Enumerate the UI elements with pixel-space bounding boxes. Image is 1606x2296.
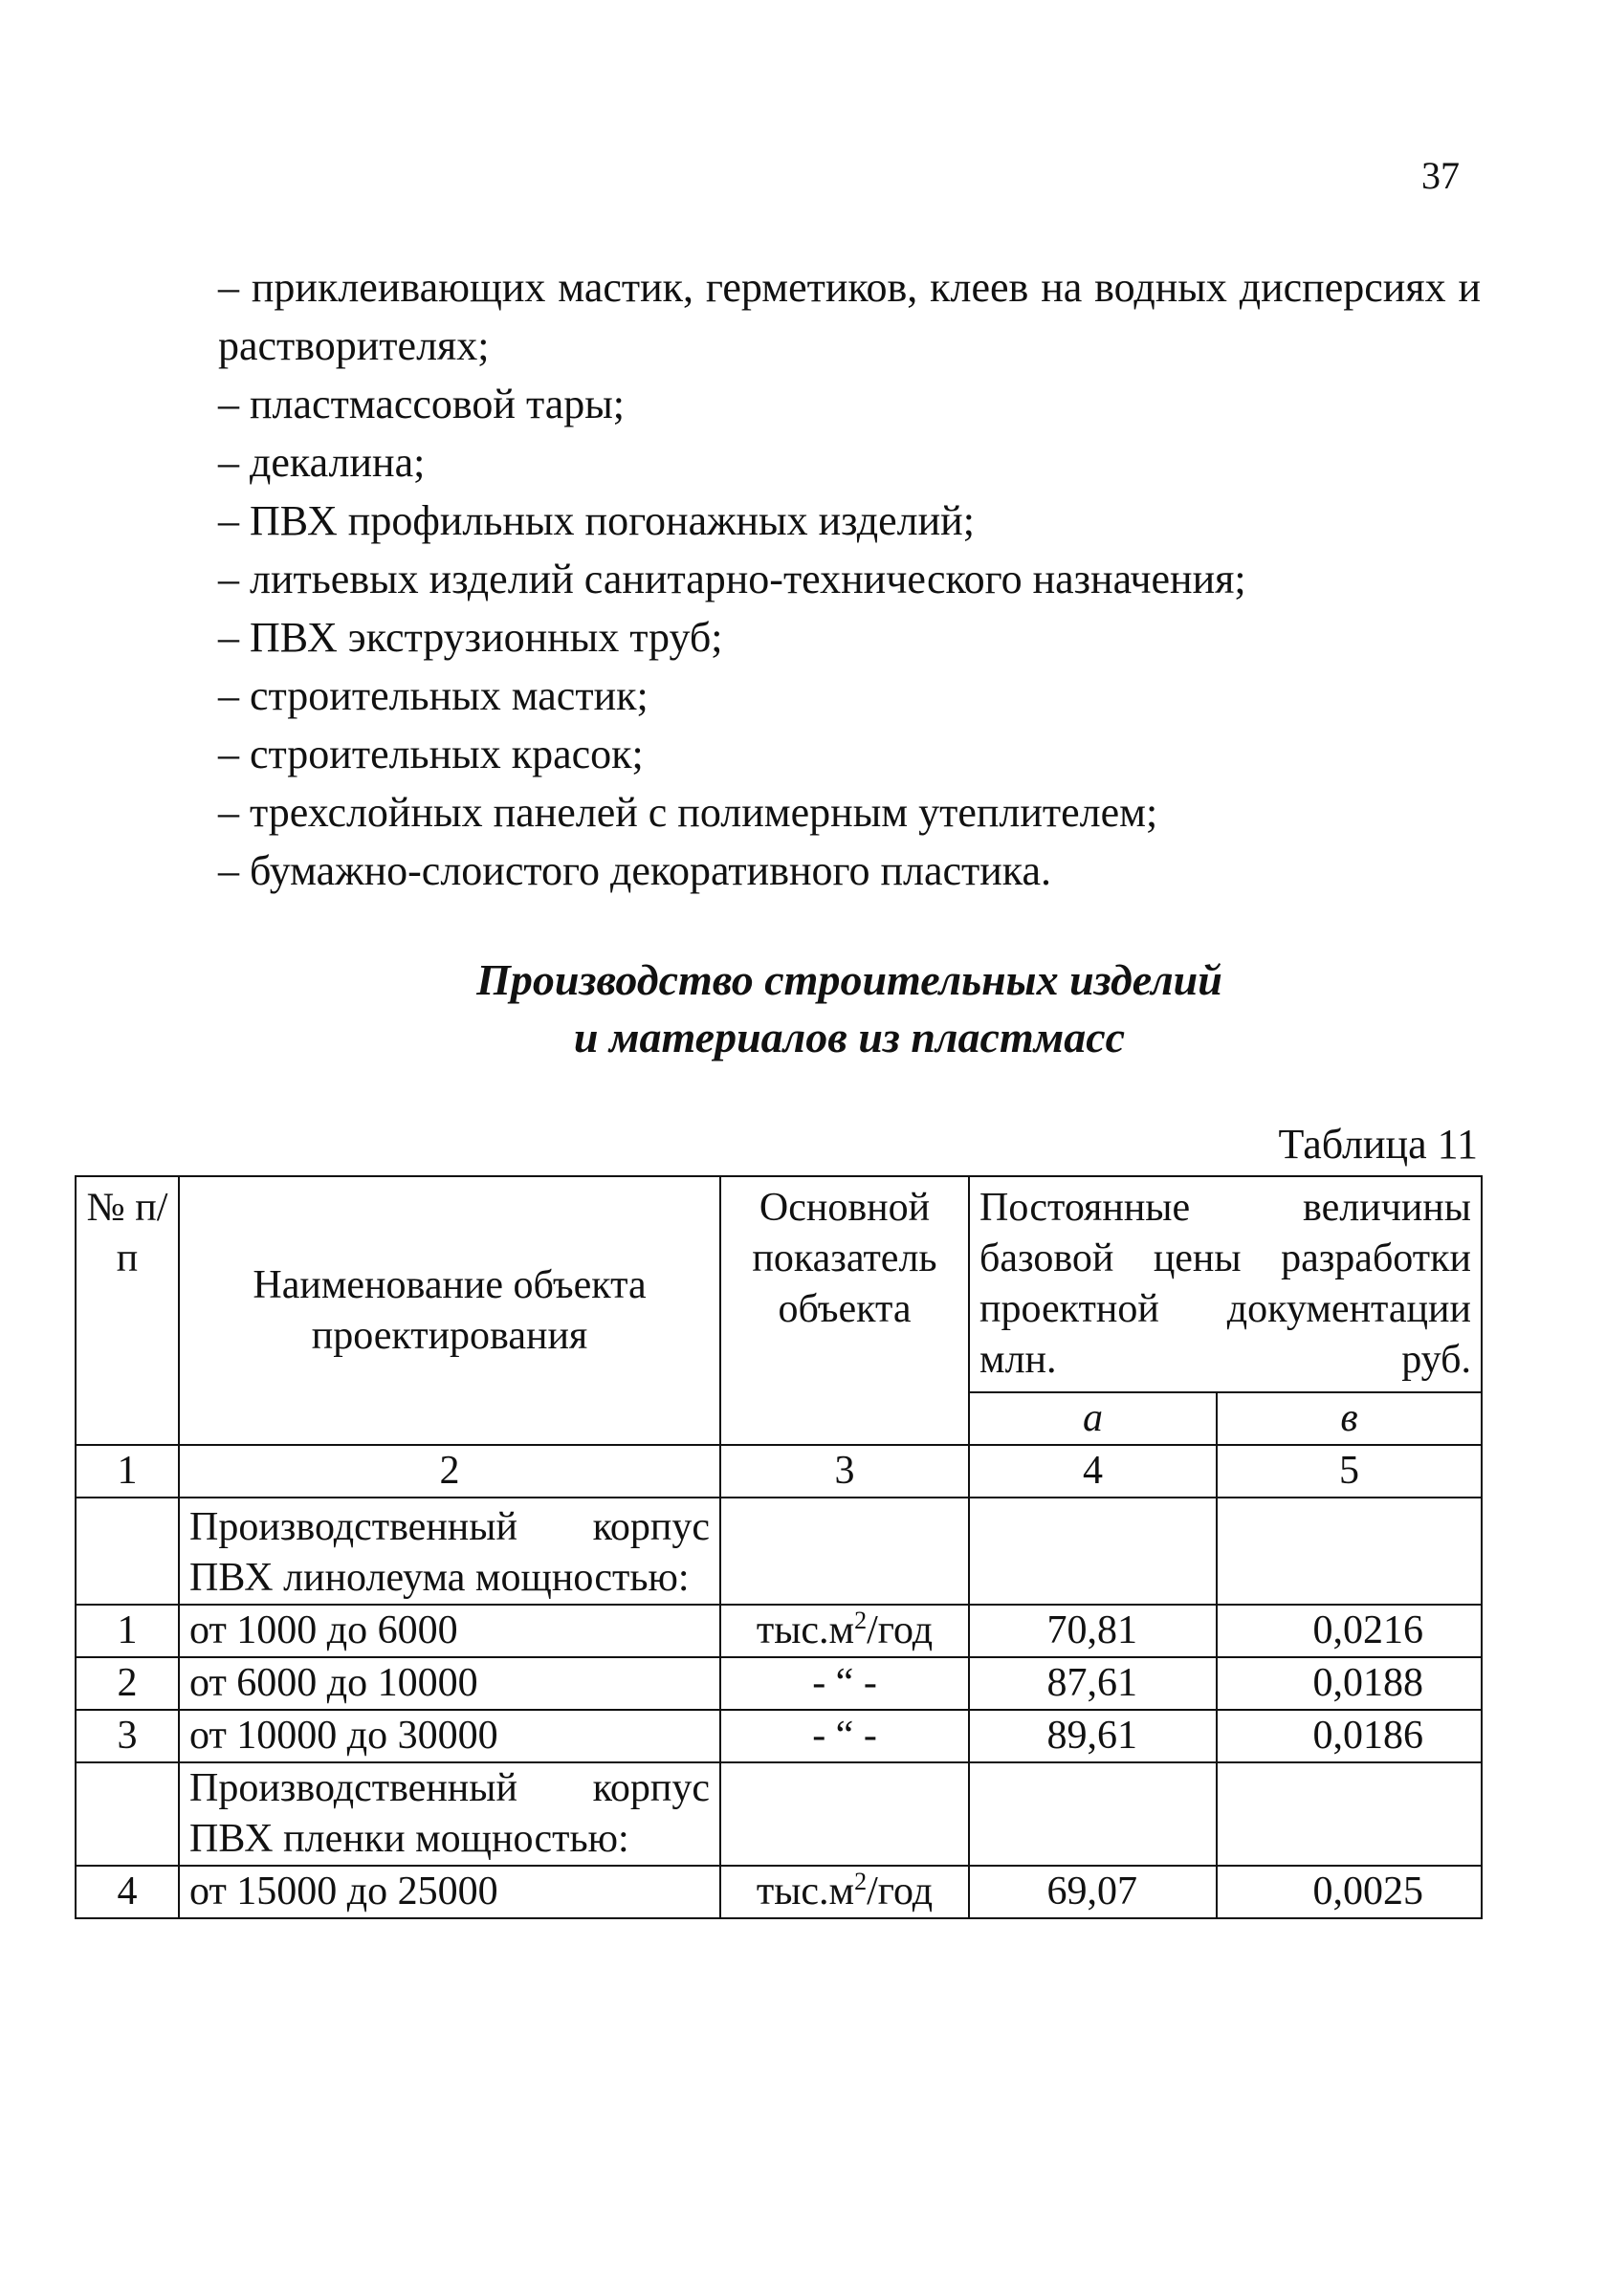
row-name: от 6000 до 10000 xyxy=(179,1657,720,1710)
list-item: – строительных красок; xyxy=(218,731,644,777)
header-sub-b: в xyxy=(1217,1392,1482,1445)
table-caption: Таблица 11 xyxy=(1278,1121,1478,1168)
row-value-a: 69,07 xyxy=(969,1866,1217,1918)
page-number: 37 xyxy=(1421,154,1460,197)
table-row xyxy=(76,1657,1482,1710)
list-item: – трехслойных панелей с полимерным утеплителем; xyxy=(218,789,1158,836)
list-item: – бумажно-слоистого декоративного пластика. xyxy=(218,847,1052,894)
group-title: Производственный корпус ПВХ линолеума мощностью: xyxy=(179,1498,720,1605)
group-title-row xyxy=(76,1762,1482,1866)
list-item: – ПВХ экструзионных труб; xyxy=(218,614,723,661)
row-ditto: - “ - xyxy=(720,1710,969,1762)
row-num: 3 xyxy=(76,1710,179,1762)
group-title-row xyxy=(76,1498,1482,1605)
row-name: от 10000 до 30000 xyxy=(179,1710,720,1762)
row-num: 2 xyxy=(76,1657,179,1710)
row-unit: $тыс.м^2$/год xyxy=(720,1866,969,1918)
row-value-b: 0,0186 xyxy=(1217,1710,1482,1762)
header-name: Наименование объекта проектирования xyxy=(179,1176,720,1445)
row-name: от 15000 до 25000 xyxy=(179,1866,720,1918)
list-item: – пластмассовой тары; xyxy=(218,381,626,427)
row-num: 4 xyxy=(76,1866,179,1918)
section-title xyxy=(218,951,1481,1066)
header-indicator: Основной показатель объекта xyxy=(720,1176,969,1445)
row-name: от 1000 до 6000 xyxy=(179,1605,720,1657)
row-value-b: 0,0188 xyxy=(1217,1657,1482,1710)
section-title-line-2: и материалов из пластмасс xyxy=(573,1013,1126,1061)
list-item: – приклеивающих мастик, герметиков, клеев на водных дисперсиях и растворителях; xyxy=(218,264,1481,369)
row-value-a: 70,81 xyxy=(969,1605,1217,1657)
row-value-a: 87,61 xyxy=(969,1657,1217,1710)
list-item: – декалина; xyxy=(218,439,426,486)
bullet-list xyxy=(218,258,1481,900)
section-title-line-1: Производство строительных изделий xyxy=(476,955,1222,1004)
table-row xyxy=(76,1710,1482,1762)
header-sub-a: а xyxy=(969,1392,1217,1445)
table-row xyxy=(76,1866,1482,1918)
list-item: – ПВХ профильных погонажных изделий; xyxy=(218,497,975,544)
column-number: 3 xyxy=(720,1445,969,1498)
data-table xyxy=(75,1175,1483,1919)
header-constants: Постоянные величины базовой цены разработки проектной документации млн. руб. xyxy=(969,1176,1482,1392)
list-item: – литьевых изделий санитарно-технического назначения; xyxy=(218,556,1246,602)
row-value-b: 0,0216 xyxy=(1217,1605,1482,1657)
column-number-row xyxy=(76,1445,1482,1498)
column-number: 4 xyxy=(969,1445,1217,1498)
column-number: 5 xyxy=(1217,1445,1482,1498)
column-number: 2 xyxy=(179,1445,720,1498)
row-value-a: 89,61 xyxy=(969,1710,1217,1762)
row-ditto: - “ - xyxy=(720,1657,969,1710)
column-number: 1 xyxy=(76,1445,179,1498)
row-value-b: 0,0025 xyxy=(1217,1866,1482,1918)
group-title: Производственный корпус ПВХ пленки мощностью: xyxy=(179,1762,720,1866)
header-num: № п/п xyxy=(76,1176,179,1445)
row-unit: $тыс.м^2$/год xyxy=(720,1605,969,1657)
list-item: – строительных мастик; xyxy=(218,672,649,719)
row-num: 1 xyxy=(76,1605,179,1657)
table-row xyxy=(76,1605,1482,1657)
